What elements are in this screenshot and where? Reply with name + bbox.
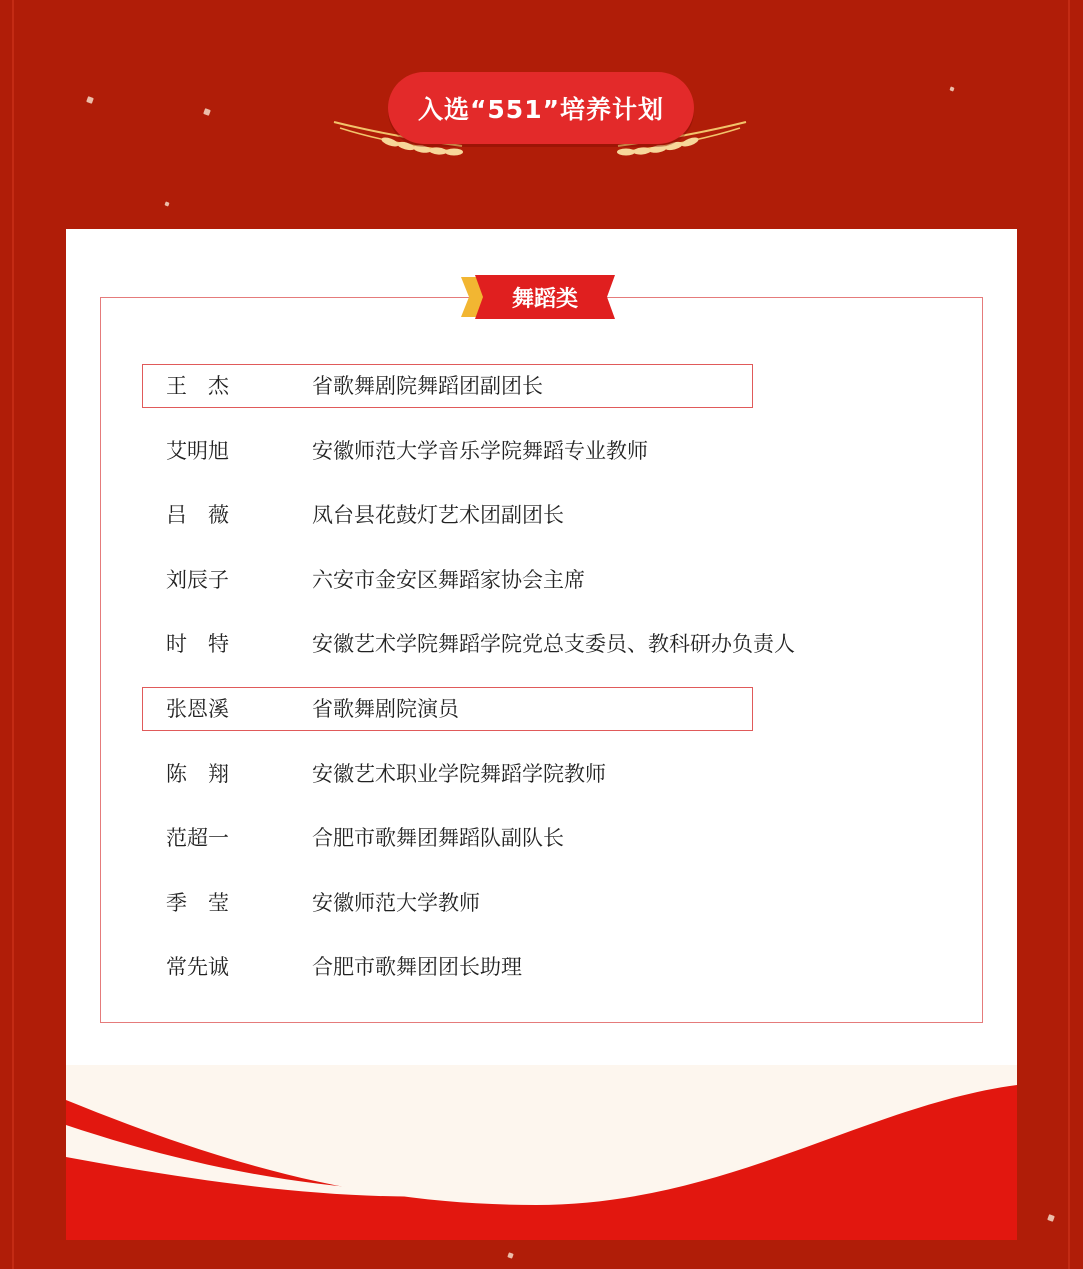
list-item: [142, 428, 942, 493]
list-item: [142, 815, 942, 880]
left-edge-line: [12, 0, 14, 1269]
section-title: [330, 70, 750, 160]
list-item: [142, 880, 942, 945]
sparkle-decoration: [1047, 1214, 1055, 1222]
member-name: 时 特: [166, 632, 229, 657]
member-position: 省歌舞剧院舞蹈团副团长: [312, 374, 543, 398]
list-item: [142, 686, 942, 751]
right-edge-line: [1068, 0, 1070, 1269]
member-name: 范超一: [166, 826, 229, 851]
wave-decoration: [66, 1065, 1017, 1240]
list-item: [142, 363, 942, 428]
page-title: 入选“551”培养计划: [388, 72, 694, 144]
list-item: [142, 944, 942, 1009]
category-label: 舞蹈类: [511, 286, 578, 312]
member-name: 刘辰子: [166, 567, 229, 592]
member-list: [142, 363, 942, 1009]
sparkle-decoration: [86, 96, 94, 104]
content-card: [66, 229, 1017, 1240]
member-position: 安徽艺术学院舞蹈学院党总支委员、教科研办负责人: [312, 632, 795, 657]
category-badge: [461, 275, 623, 319]
member-name: 季 莹: [166, 890, 229, 915]
list-item: [142, 557, 942, 622]
member-position: 安徽艺术职业学院舞蹈学院教师: [312, 761, 606, 786]
member-name: 吕 薇: [166, 503, 229, 528]
member-name: 艾明旭: [166, 438, 229, 463]
list-item: [142, 751, 942, 816]
sparkle-decoration: [164, 201, 169, 206]
member-name: 王 杰: [166, 374, 229, 398]
member-position: 省歌舞剧院演员: [312, 696, 459, 721]
member-position: 合肥市歌舞团团长助理: [312, 955, 522, 980]
sparkle-decoration: [949, 86, 954, 91]
list-item: [142, 492, 942, 557]
member-position: 安徽师范大学教师: [312, 890, 480, 915]
list-item: [142, 621, 942, 686]
member-position: 凤台县花鼓灯艺术团副团长: [312, 503, 564, 528]
member-position: 安徽师范大学音乐学院舞蹈专业教师: [312, 438, 648, 463]
member-position: 合肥市歌舞团舞蹈队副队长: [312, 826, 564, 851]
member-name: 张恩溪: [166, 696, 229, 721]
sparkle-decoration: [507, 1252, 513, 1258]
member-position: 六安市金安区舞蹈家协会主席: [312, 567, 585, 592]
member-name: 陈 翔: [166, 761, 229, 786]
sparkle-decoration: [203, 108, 211, 116]
member-name: 常先诚: [166, 955, 229, 980]
